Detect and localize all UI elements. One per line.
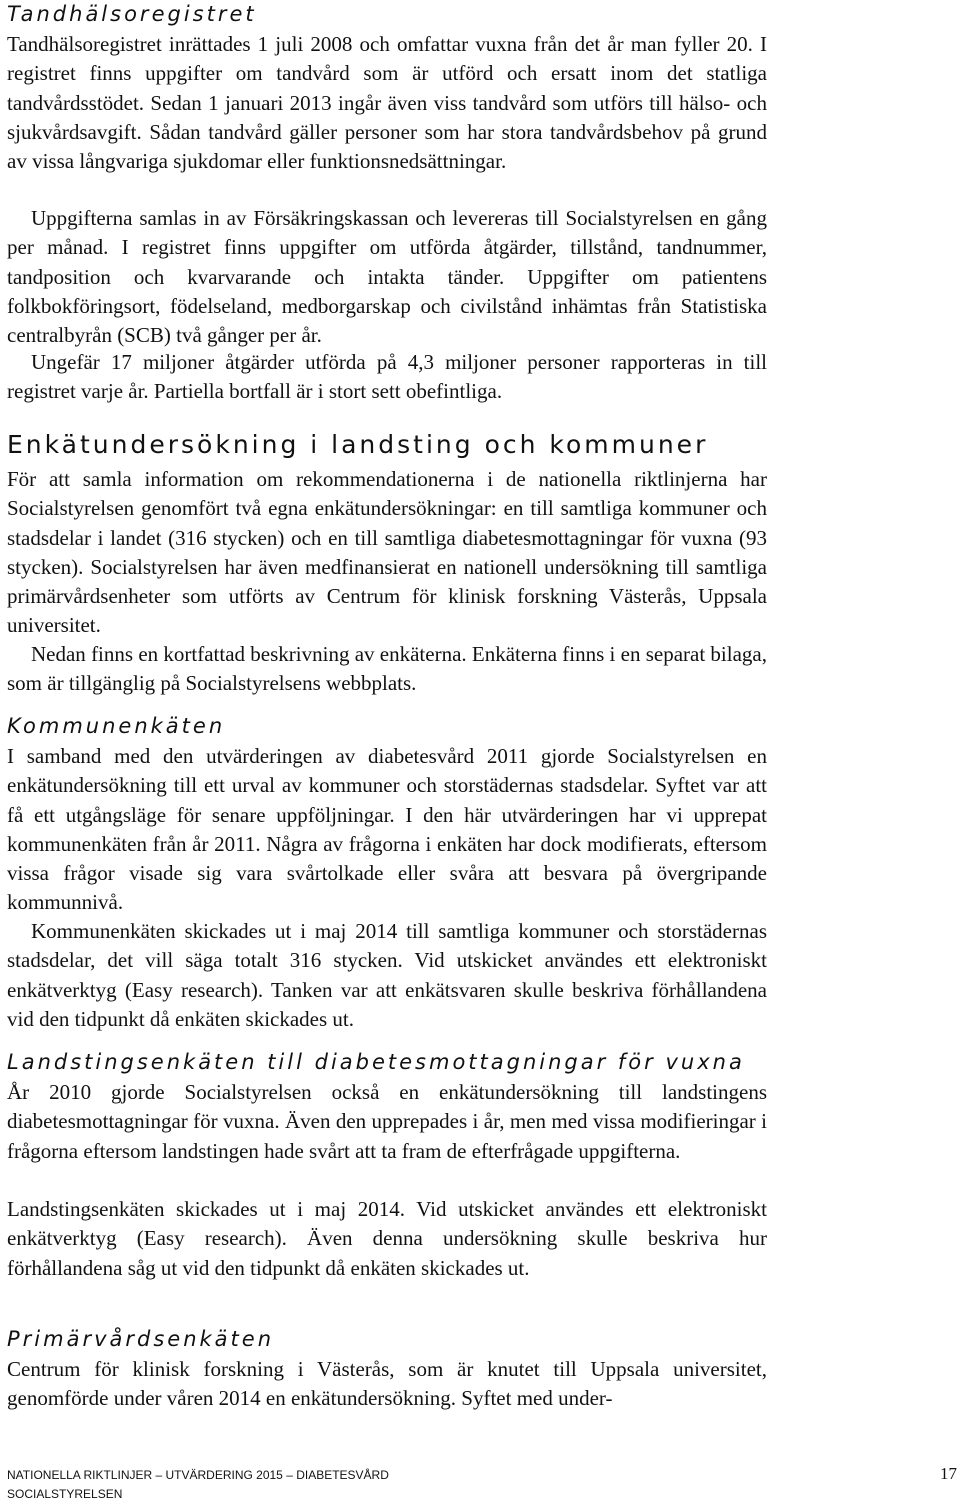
paragraph: I samband med den utvärderingen av diabetesvård 2011 gjorde Socialstyrelsen en enkätundersökning till ett urval av kommuner och storstädernas stadsdelar. Syftet var att få ett utgångsläge för senare uppföljningar. I den här utvärderingen har vi upprepat kommunenkäten från år 2011. Några av frågorna i enkäten har dock modifierats, eftersom vissa frågor visade sig vara svårtolkade eller svåra att besvara på övergripande kommunnivå. [7,744,767,915]
section-heading-tandhalsoregistret: Tandhälsoregistret [7,2,257,26]
running-title: NATIONELLA RIKTLINJER – UTVÄRDERING 2015 – DIABETESVÅRD [7,1468,389,1482]
page-number: 17 [940,1464,957,1483]
section-heading-enkatundersokning: Enkätundersökning i landsting och kommuner [7,430,709,459]
paragraph: Tandhälsoregistret inrättades 1 juli 2008 och omfattar vuxna från det år man fyller 20. I registret finns uppgifter om tandvård som är utförd och ersatt inom det statliga tandvårdsstödet. Sedan 1 januari 2013 ingår även viss tandvård som utförs till hälso- och sjukvårdsavgift. Sådan tandvård gäller personer som har stora tandvårdsbehov på grund av vissa långvariga sjukdomar eller funktionsnedsättningar. [7,32,767,174]
paragraph: Ungefär 17 miljoner åtgärder utförda på 4,3 miljoner personer rapporteras in till registret varje år. Partiella bortfall är i stort sett obefintliga. [7,350,767,404]
paragraph: Uppgifterna samlas in av Försäkringskassan och levereras till Socialstyrelsen en gång per månad. I registret finns uppgifter om utförda åtgärder, tillstånd, tandnummer, tandposition och kvarvarande och intakta tänder. Uppgifter om patientens folkbokföringsort, födelseland, medborgarskap och civilstånd inhämtas från Statistiska centralbyrån (SCB) två gånger per år. [7,206,767,348]
paragraph: Kommunenkäten skickades ut i maj 2014 till samtliga kommuner och storstädernas stadsdelar, det vill säga totalt 316 stycken. Vid utskicket användes ett elektroniskt enkätverktyg (Easy research). Tanken var att enkätsvaren skulle beskriva förhållandena vid den tidpunkt då enkäten skickades ut. [7,919,767,1031]
section-heading-landstingsenkaten: Landstingsenkäten till diabetesmottagningar för vuxna [7,1050,745,1074]
section-heading-primarvardsenkaten: Primärvårdsenkäten [7,1327,275,1351]
paragraph: Centrum för klinisk forskning i Västerås, som är knutet till Uppsala universitet, genomförde under våren 2014 en enkätundersökning. Syftet med under- [7,1357,767,1411]
paragraph: För att samla information om rekommendationerna i de nationella riktlinjerna har Socialstyrelsen genomfört två egna enkätundersökningar: en till samtliga kommuner och stadsdelar i landet (316 stycken) och en till samtliga diabetesmottagningar för vuxna (93 stycken). Socialstyrelsen har även medfinansierat en nationell undersökning till samtliga primärvårdsenheter som utförts av Centrum för klinisk forskning Västerås, Uppsala universitet. [7,467,767,638]
paragraph: År 2010 gjorde Socialstyrelsen också en enkätundersökning till landstingens diabetesmottagningar för vuxna. Även den upprepades i år, men med vissa modifieringar i frågorna eftersom landstingen hade svårt att ta fram de efterfrågade uppgifterna. [7,1080,767,1163]
paragraph: Nedan finns en kortfattad beskrivning av enkäterna. Enkäterna finns i en separat bilaga, som är tillgänglig på Socialstyrelsens webbplats. [7,642,767,696]
section-heading-kommunenkaten: Kommunenkäten [7,714,226,738]
publisher: SOCIALSTYRELSEN [7,1487,123,1501]
paragraph: Landstingsenkäten skickades ut i maj 2014. Vid utskicket användes ett elektroniskt enkätverktyg (Easy research). Även denna undersökning skulle beskriva hur förhållandena såg ut vid den tidpunkt då enkäten skickades ut. [7,1197,767,1280]
